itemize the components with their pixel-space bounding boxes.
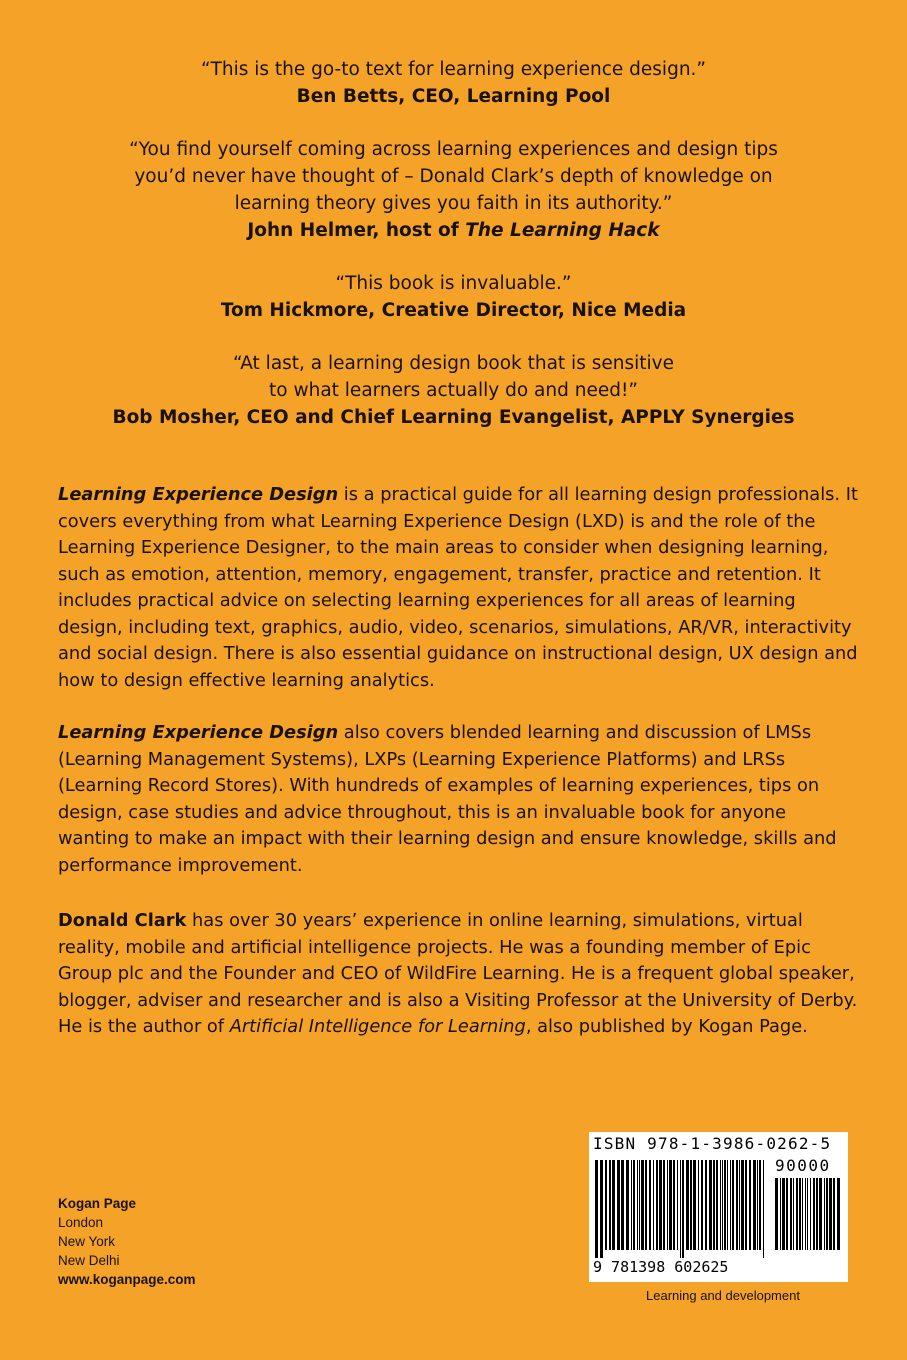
publisher-url: www.koganpage.com — [58, 1272, 196, 1287]
price-code: 90000 — [775, 1156, 831, 1175]
barcode-bar — [736, 1160, 738, 1250]
author-name: Donald Clark — [58, 910, 187, 931]
barcode-bar — [745, 1160, 747, 1250]
quote-attribution: Tom Hickmore, Creative Director, Nice Media — [220, 300, 687, 321]
barcode-bar — [753, 1160, 756, 1250]
barcode-bar — [682, 1160, 684, 1258]
barcode-bar — [659, 1160, 662, 1250]
quote-text-line: learning theory gives you faith in its authority.” — [234, 193, 673, 214]
barcode-bar — [639, 1160, 640, 1250]
barcode-bar — [816, 1178, 818, 1250]
barcode-bar — [663, 1160, 665, 1250]
addon-barcode-bars-icon — [775, 1178, 843, 1276]
barcode-bar — [775, 1178, 778, 1250]
other-book-title: Artificial Intelligence for Learning — [229, 1016, 526, 1037]
barcode-bar — [730, 1160, 731, 1250]
quote-attribution: Ben Betts, CEO, Learning Pool — [296, 86, 611, 107]
barcode-bar — [701, 1160, 703, 1250]
barcode-bar — [705, 1160, 707, 1250]
barcode-bar — [799, 1178, 801, 1250]
barcode-bar — [690, 1160, 692, 1250]
quote-text: “This book is invaluable.” — [335, 273, 572, 294]
barcode-bar — [813, 1178, 815, 1250]
barcode-bar — [793, 1178, 794, 1250]
description-paragraph — [58, 482, 858, 694]
quote-text-line: “At last, a learning design book that is sensitive — [233, 353, 674, 374]
barcode-bar — [686, 1160, 689, 1250]
barcode-bar — [653, 1160, 654, 1250]
barcode-bar — [656, 1160, 658, 1250]
barcode-bar — [819, 1178, 822, 1250]
quote-text-line: to what learners actually do and need!” — [269, 380, 638, 401]
endorsements — [0, 56, 907, 457]
barcode-bar — [609, 1160, 611, 1250]
barcode-bar — [677, 1160, 678, 1250]
barcode-bar — [727, 1160, 728, 1250]
barcode-bar — [605, 1160, 607, 1250]
barcode-bar — [824, 1178, 825, 1250]
publisher-city: London — [58, 1215, 104, 1230]
description-paragraph — [58, 720, 858, 879]
barcode-bar — [641, 1160, 644, 1250]
publisher-city: New Delhi — [58, 1253, 120, 1268]
barcode-bar — [757, 1160, 758, 1250]
barcode-bar — [786, 1178, 788, 1250]
barcode-bar — [617, 1160, 620, 1250]
bio-paragraph — [58, 908, 858, 1041]
barcode-bar — [837, 1178, 840, 1250]
barcode-bar — [782, 1178, 785, 1250]
barcode-bar — [680, 1160, 681, 1258]
book-title: Learning Experience Design — [58, 722, 339, 743]
quote-text: “This is the go-to text for learning experience design.” — [200, 59, 707, 80]
publisher-city: New York — [58, 1234, 116, 1249]
barcode-bar — [759, 1160, 761, 1250]
barcode-bar — [645, 1160, 647, 1250]
barcode-bar — [621, 1160, 624, 1250]
barcode-bar — [763, 1160, 764, 1258]
publisher-info — [58, 1194, 196, 1289]
barcode-bar — [796, 1178, 798, 1250]
barcode-bar — [637, 1160, 638, 1250]
description-text: is a practical guide for all learning design professionals. It covers everything from what Learning Experience Design (LXD) is and the role of the Learning Experience Designer, to the main areas to consider when designing learning, such as emotion, attention, memory, engagement, transfer, practice and retention. It includes practical advice on selecting learning experiences for all areas of learning design, including text, graphics, audio, video, scenarios, simulations, AR/VR, interactivity and social design. There is also essential guidance on instructional design, UX design and how to design effective learning analytics. — [58, 484, 858, 691]
barcode-bar — [833, 1178, 835, 1250]
barcode-bar — [810, 1178, 811, 1250]
author-bio — [58, 908, 858, 1041]
quote-betts — [0, 56, 907, 110]
book-description — [58, 482, 858, 905]
bio-text: has over 30 years’ experience in online learning, simulations, virtual reality, mobile and artificial intelligence projects. He was a founding member of Epic Group plc and the Founder and CEO of WildFire Learning. He is a frequent global speaker, blogger, adviser and researcher and is also a Visiting Professor at the University of Derby. He is the author of — [58, 910, 858, 1037]
barcode-bar — [722, 1160, 723, 1250]
barcode-bar — [631, 1160, 632, 1250]
barcode-bar — [802, 1178, 803, 1250]
barcode-bar — [673, 1160, 675, 1250]
quote-mosher — [0, 350, 907, 431]
publisher-name: Kogan Page — [58, 1196, 137, 1211]
barcode-bar — [741, 1160, 744, 1250]
barcode-bar — [713, 1160, 715, 1250]
barcode-bar — [600, 1160, 603, 1258]
quote-hickmore — [0, 270, 907, 324]
barcode-bar — [724, 1160, 726, 1250]
book-title: Learning Experience Design — [58, 484, 339, 505]
barcode-bar — [595, 1160, 598, 1258]
podcast-title: The Learning Hack — [465, 220, 660, 241]
barcode-bar — [667, 1160, 668, 1250]
barcode-bar — [612, 1160, 615, 1250]
category-label: Learning and development — [646, 1288, 800, 1303]
barcode-bar — [626, 1160, 629, 1250]
quote-helmer — [0, 136, 907, 244]
attribution-prefix: John Helmer, host of — [247, 220, 466, 241]
barcode-bars-icon — [595, 1160, 767, 1258]
barcode-bar — [693, 1160, 696, 1250]
barcode-digits: 9 781398 602625 — [593, 1258, 729, 1276]
barcode-bar — [633, 1160, 635, 1250]
barcode-bar — [739, 1160, 740, 1250]
barcode-bar — [698, 1160, 699, 1250]
barcode-bar — [720, 1160, 721, 1250]
barcode-bar — [826, 1178, 828, 1250]
quote-text-line: “You find yourself coming across learning experiences and design tips — [129, 139, 778, 160]
barcode-bar — [780, 1178, 781, 1250]
barcode-bar — [716, 1160, 718, 1250]
isbn-barcode — [589, 1132, 848, 1282]
quote-attribution — [0, 217, 907, 244]
quote-attribution: Bob Mosher, CEO and Chief Learning Evangelist, APPLY Synergies — [112, 407, 795, 428]
barcode-bar — [829, 1178, 832, 1250]
barcode-bar — [790, 1178, 792, 1250]
barcode-bar — [807, 1178, 808, 1250]
barcode-bar — [669, 1160, 672, 1250]
barcode-bar — [649, 1160, 651, 1250]
barcode-bar — [749, 1160, 751, 1250]
description-text: also covers blended learning and discussion of LMSs (Learning Management Systems), LXPs (Learning Experience Platforms) and LRSs (Learning Record Stores). With hundreds of examples of learning experiences, tips on design, case studies and advice throughout, this is an invaluable book for anyone wanting to make an impact with their learning design and ensure knowledge, skills and performance improvement. — [58, 722, 837, 876]
bio-text-end: , also published by Kogan Page. — [525, 1016, 808, 1037]
barcode-bar — [805, 1178, 806, 1250]
barcode-bar — [732, 1160, 734, 1250]
isbn-text: ISBN 978-1-3986-0262-5 — [593, 1134, 832, 1153]
barcode-bar — [709, 1160, 712, 1250]
quote-text-line: you’d never have thought of – Donald Clark’s depth of knowledge on — [134, 166, 773, 187]
